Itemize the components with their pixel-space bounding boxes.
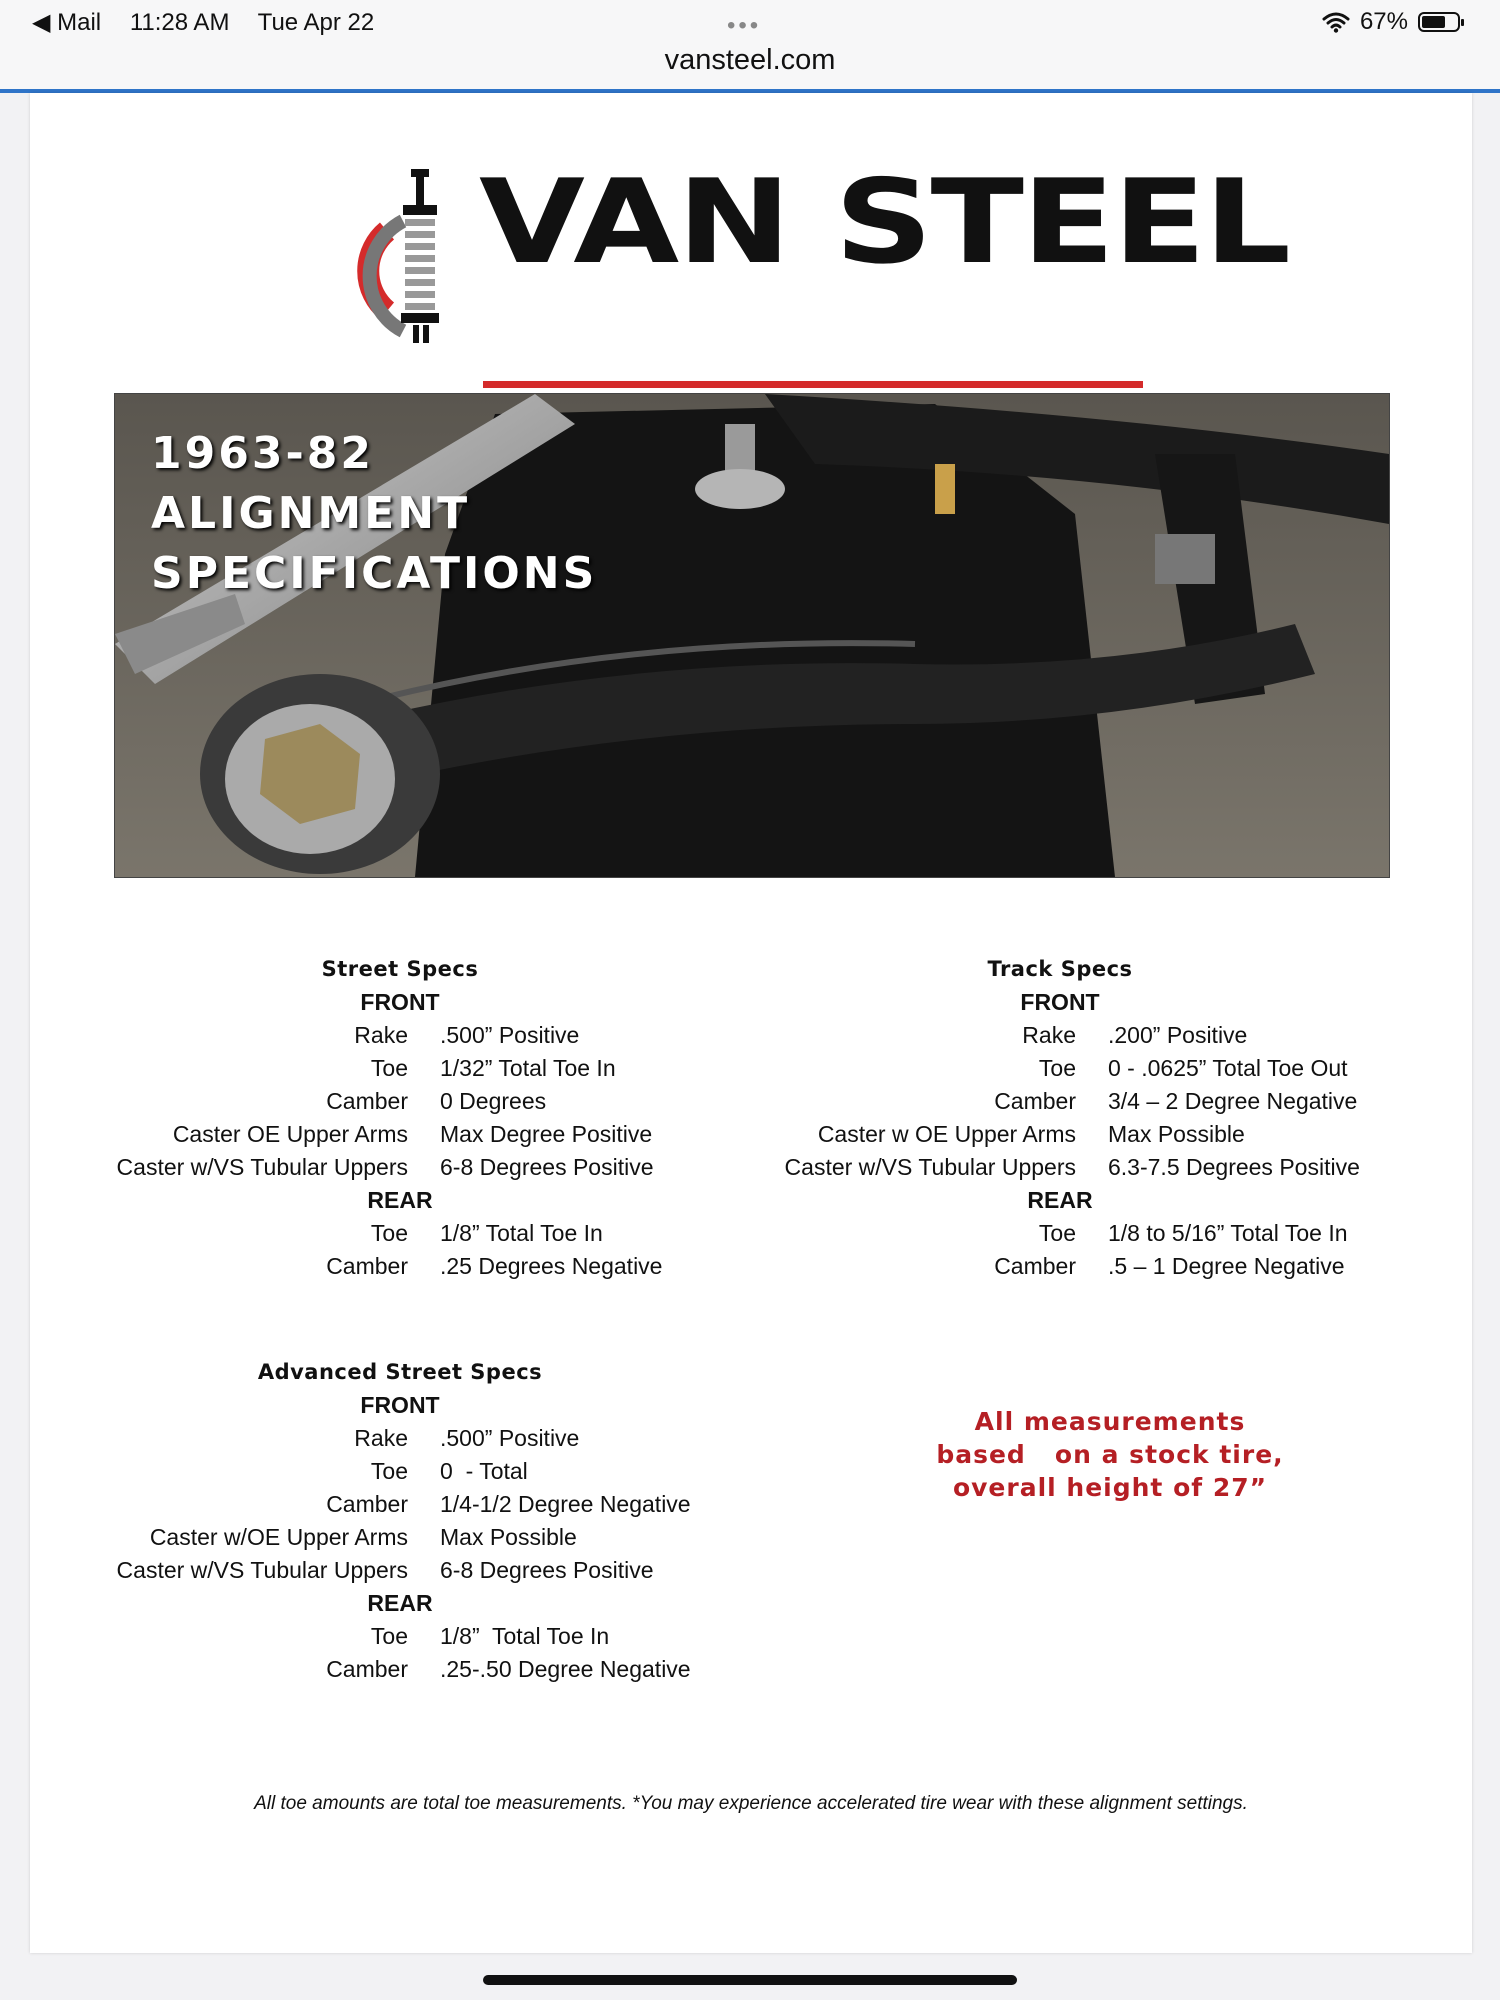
spec-value: 1/8” Total Toe In [440,1623,610,1649]
spec-value: .25-.50 Degree Negative [440,1656,691,1682]
spec-label: Caster w/VS Tubular Uppers [116,1154,408,1180]
logo-red-underline [483,381,1143,388]
spec-row [100,1085,700,1118]
spec-label: Camber [326,1656,408,1682]
spec-label: Toe [370,1623,408,1649]
spec-value: 1/8” Total Toe In [440,1220,603,1246]
spec-row [760,1019,1360,1052]
street-rear-label: REAR [367,1187,433,1213]
spec-label: Toe [370,1220,408,1246]
hero-suspension-image [114,393,1390,878]
spec-row [100,1653,700,1686]
spec-value: 6.3-7.5 Degrees Positive [1108,1154,1360,1180]
battery-percent: 67% [1359,8,1408,35]
multitasking-dots-icon[interactable]: ••• [727,12,762,39]
spec-row [100,1620,700,1653]
wifi-icon [1322,11,1350,33]
track-front-label: FRONT [1020,989,1100,1015]
hero-title [151,424,597,604]
street-specs-heading: Street Specs [321,957,479,981]
spec-row [760,1151,1360,1184]
spec-row [100,1554,700,1587]
spec-row [100,1422,700,1455]
hero-title-line: SPECIFICATIONS [151,548,598,599]
spec-row [100,1521,700,1554]
spec-row [100,1455,700,1488]
spec-label: Rake [354,1425,408,1451]
spec-row [100,1019,700,1052]
spec-label: Camber [994,1253,1076,1279]
spec-row [760,1118,1360,1151]
note-line: All measurements [974,1407,1246,1436]
spec-label: Rake [354,1022,408,1048]
spec-value: 1/8 to 5/16” Total Toe In [1108,1220,1348,1246]
spec-label: Camber [326,1088,408,1114]
document-page [30,93,1472,1953]
spec-row [100,1217,700,1250]
hero-title-line: ALIGNMENT [151,488,471,539]
spec-value: .500” Positive [440,1425,580,1451]
spec-label: Toe [370,1458,408,1484]
battery-icon [1418,12,1460,32]
spec-value: 1/32” Total Toe In [440,1055,616,1081]
track-specs-heading: Track Specs [987,957,1133,981]
spec-label: Caster w/VS Tubular Uppers [784,1154,1076,1180]
spec-label: Camber [326,1491,408,1517]
back-to-mail-link[interactable]: ◀ Mail [32,9,102,36]
spec-value: 0 - .0625” Total Toe Out [1108,1055,1348,1081]
status-time: 11:28 AM [129,9,230,36]
spec-label: Rake [1022,1022,1076,1048]
spec-value: Max Degree Positive [440,1121,653,1147]
spec-row [100,1250,700,1283]
spec-value: .5 – 1 Degree Negative [1108,1253,1345,1279]
spec-row [100,1052,700,1085]
spec-value: Max Possible [440,1524,577,1550]
spec-row [760,1250,1360,1283]
advanced-rear-label: REAR [367,1590,433,1616]
spec-label: Caster OE Upper Arms [172,1121,408,1147]
hero-title-line: 1963-82 [151,428,374,479]
spec-value: .25 Degrees Negative [440,1253,663,1279]
spec-row [100,1151,700,1184]
spec-label: Camber [326,1253,408,1279]
note-line: overall height of 27” [952,1473,1268,1502]
shock-absorber-icon [355,161,485,361]
status-date: Tue Apr 22 [257,9,375,36]
spec-label: Toe [370,1055,408,1081]
spec-value: 1/4-1/2 Degree Negative [440,1491,691,1517]
spec-label: Caster w/VS Tubular Uppers [116,1557,408,1583]
spec-value: .500” Positive [440,1022,580,1048]
track-rear-label: REAR [1027,1187,1093,1213]
spec-row [760,1052,1360,1085]
spec-value: Max Possible [1108,1121,1245,1147]
advanced-front-label: FRONT [360,1392,440,1418]
note-line: based on a stock tire, [936,1440,1284,1469]
vansteel-logo [355,155,1289,365]
advanced-specs-heading: Advanced Street Specs [257,1360,543,1384]
spec-label: Toe [1038,1220,1076,1246]
spec-label: Camber [994,1088,1076,1114]
advanced-street-specs-table [100,1356,700,1686]
spec-value: 6-8 Degrees Positive [440,1154,654,1180]
spec-row [100,1118,700,1151]
track-specs-table [760,953,1360,1283]
spec-value: .200” Positive [1108,1022,1248,1048]
spec-label: Caster w/OE Upper Arms [149,1524,408,1550]
street-specs-table [100,953,700,1283]
spec-value: 6-8 Degrees Positive [440,1557,654,1583]
footnote: All toe amounts are total toe measurements. *You may experience accelerated tire wear with these alignment settings. [254,1793,1248,1814]
spec-value: 0 Degrees [440,1088,547,1114]
home-indicator[interactable] [483,1975,1017,1985]
spec-value: 3/4 – 2 Degree Negative [1108,1088,1358,1114]
measurement-note [910,1405,1310,1504]
spec-row [760,1085,1360,1118]
status-bar [0,0,1500,92]
logo-wordmark: VAN STEEL [479,155,1289,290]
spec-label: Caster w OE Upper Arms [817,1121,1076,1147]
street-front-label: FRONT [360,989,440,1015]
spec-row [760,1217,1360,1250]
url-bar[interactable]: vansteel.com [664,44,836,76]
spec-label: Toe [1038,1055,1076,1081]
spec-value: 0 - Total [440,1458,528,1484]
spec-row [100,1488,700,1521]
